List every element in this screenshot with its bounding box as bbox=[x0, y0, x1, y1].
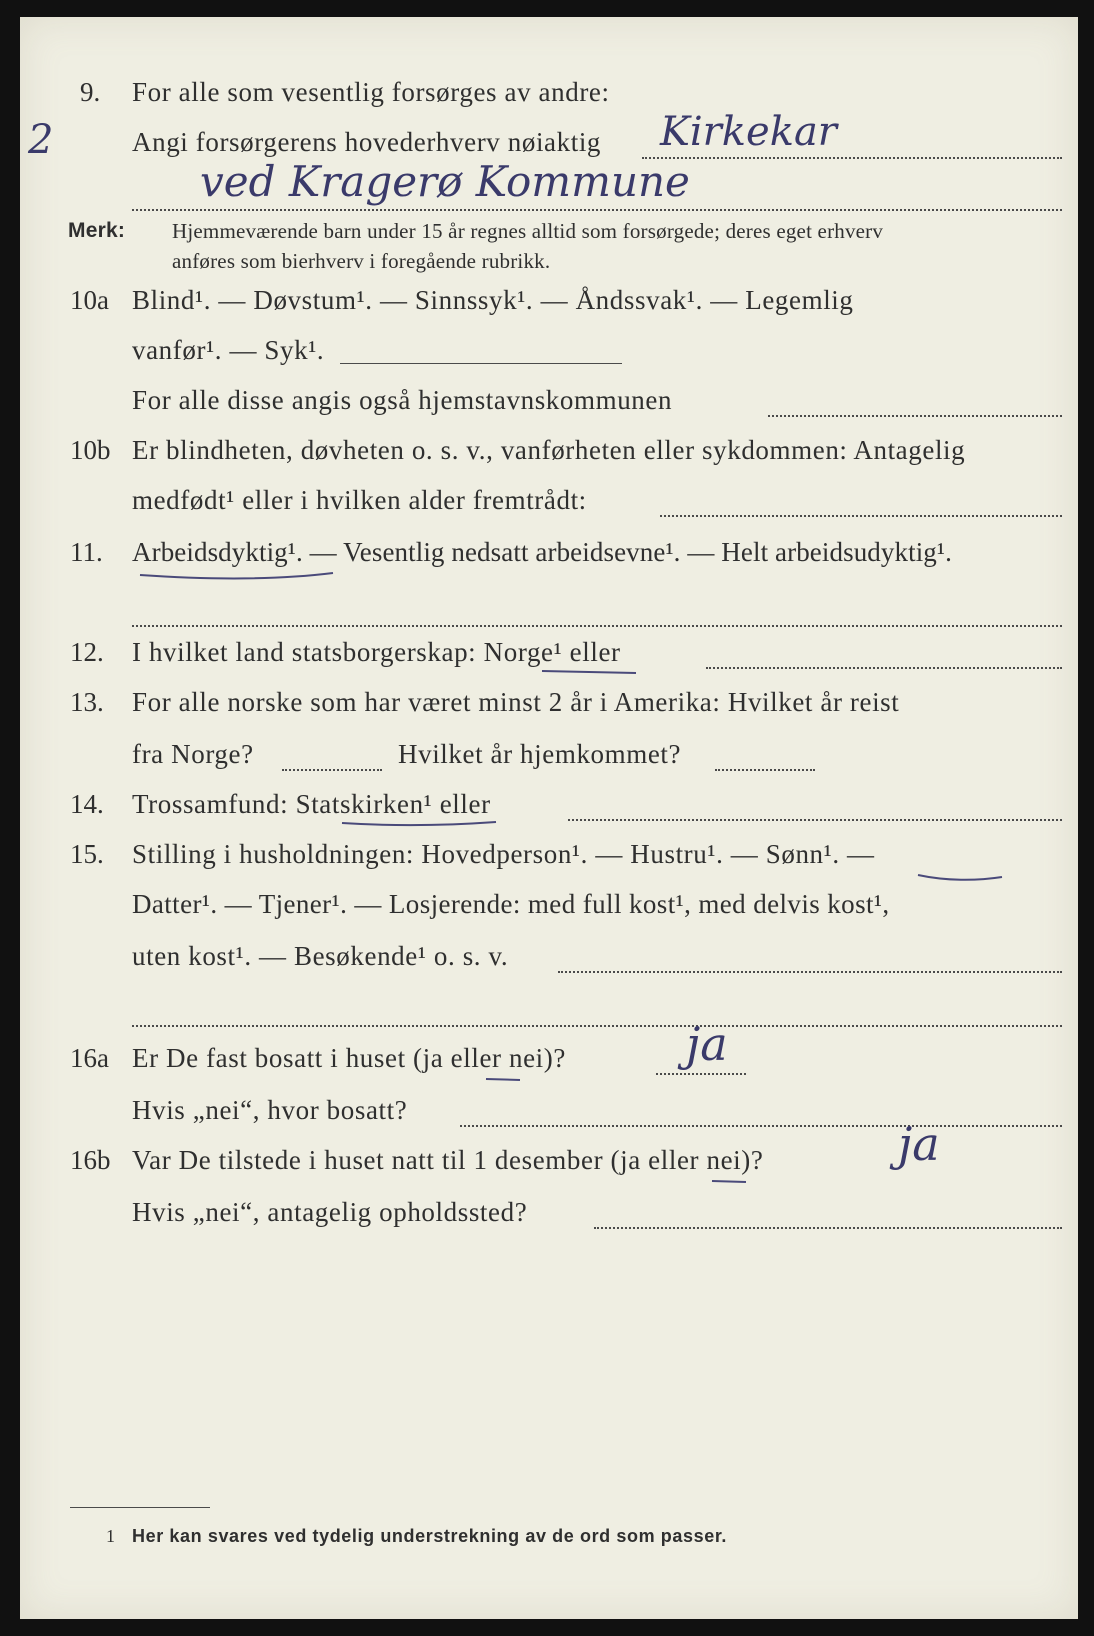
q11-number: 11. bbox=[70, 537, 103, 567]
q10b-number: 10b bbox=[70, 435, 111, 465]
q16b-line2: Hvis „nei“, antagelig opholdssted? bbox=[132, 1197, 528, 1227]
q12-underline-mark bbox=[540, 667, 640, 679]
q16a-answer-line1 bbox=[656, 1073, 746, 1075]
q15-answer-line2 bbox=[132, 1025, 1062, 1027]
merk-line2: anføres som bierhverv i foregående rubrikk. bbox=[172, 249, 551, 273]
footnote-text: Her kan svares ved tydelig understrekning av de ord som passer. bbox=[132, 1526, 728, 1546]
q13-line2-right: Hvilket år hjemkommet? bbox=[398, 739, 682, 769]
merk-line1: Hjemmeværende barn under 15 år regnes alltid som forsørgede; deres eget erhverv bbox=[172, 219, 884, 243]
margin-mark: 2 bbox=[28, 117, 54, 163]
q13-answer-line1 bbox=[282, 769, 382, 771]
q9-answer-line1 bbox=[642, 157, 1062, 159]
q16a-number: 16a bbox=[70, 1043, 109, 1073]
q15-line3: uten kost¹. — Besøkende¹ o. s. v. bbox=[132, 941, 509, 971]
q14-number: 14. bbox=[70, 789, 104, 819]
q15-line1: Stilling i husholdningen: Hovedperson¹. — Hustru¹. — Sønn¹. — bbox=[132, 839, 875, 869]
q16a-underline-mark bbox=[484, 1075, 524, 1085]
q9-answer-line2 bbox=[132, 209, 1062, 211]
q13-answer-line2 bbox=[715, 769, 815, 771]
q10b-line1: Er blindheten, døvheten o. s. v., vanførheten eller sykdommen: Antagelig bbox=[132, 435, 966, 465]
q16b-answer-line bbox=[594, 1227, 1062, 1229]
q9-handwritten-answer2: ved Kragerø Kommune bbox=[200, 157, 690, 206]
q16a-handwritten-answer: ja bbox=[686, 1017, 728, 1071]
q15-number: 15. bbox=[70, 839, 104, 869]
footnote-rule bbox=[70, 1507, 210, 1508]
q9-question-line2: Angi forsørgerens hovederhverv nøiaktig bbox=[132, 127, 602, 157]
q12-number: 12. bbox=[70, 637, 104, 667]
q11-line1: Arbeidsdyktig¹. — Vesentlig nedsatt arbeidsevne¹. — Helt arbeidsudyktig¹. bbox=[132, 537, 952, 567]
q16b-handwritten-answer: ja bbox=[898, 1117, 940, 1171]
q12-line1: I hvilket land statsborgerskap: Norge¹ eller bbox=[132, 637, 621, 667]
q10a-line3: For alle disse angis også hjemstavnskommunen bbox=[132, 385, 673, 415]
q16a-line1: Er De fast bosatt i huset (ja eller nei)? bbox=[132, 1043, 566, 1073]
q13-number: 13. bbox=[70, 687, 104, 717]
q10a-line2: vanfør¹. — Syk¹. bbox=[132, 335, 325, 365]
q14-line1: Trossamfund: Statskirken¹ eller bbox=[132, 789, 491, 819]
q15-answer-line1 bbox=[558, 971, 1062, 973]
q16b-underline-mark bbox=[710, 1177, 750, 1187]
merk-label: Merk: bbox=[68, 219, 126, 242]
q16b-number: 16b bbox=[70, 1145, 111, 1175]
q10b-answer-line bbox=[660, 515, 1062, 517]
q15-underline-mark bbox=[916, 871, 1006, 885]
q12-answer-line bbox=[706, 667, 1062, 669]
q14-answer-line bbox=[568, 819, 1062, 821]
q16b-line1: Var De tilstede i huset natt til 1 desember (ja eller nei)? bbox=[132, 1145, 764, 1175]
q9-question-line1: For alle som vesentlig forsørges av andre: bbox=[132, 77, 610, 107]
q13-line1: For alle norske som har været minst 2 år i Amerika: Hvilket år reist bbox=[132, 687, 900, 717]
q11-answer-line bbox=[132, 625, 1062, 627]
census-form-page bbox=[20, 17, 1078, 1619]
q14-underline-mark bbox=[340, 819, 500, 831]
q9-handwritten-answer1: Kirkekar bbox=[660, 109, 837, 155]
q10a-answer-line1 bbox=[340, 363, 622, 364]
q13-line2-left: fra Norge? bbox=[132, 739, 254, 769]
q16a-line2: Hvis „nei“, hvor bosatt? bbox=[132, 1095, 408, 1125]
q16a-answer-line2 bbox=[460, 1125, 1062, 1127]
q11-underline-mark bbox=[138, 569, 338, 587]
q10a-number: 10a bbox=[70, 285, 109, 315]
footnote-marker: 1 bbox=[106, 1526, 116, 1546]
q10a-line1: Blind¹. — Døvstum¹. — Sinnssyk¹. — Åndssvak¹. — Legemlig bbox=[132, 285, 854, 315]
q10a-answer-line2 bbox=[768, 415, 1062, 417]
q10b-line2: medfødt¹ eller i hvilken alder fremtrådt: bbox=[132, 485, 587, 515]
q15-line2: Datter¹. — Tjener¹. — Losjerende: med full kost¹, med delvis kost¹, bbox=[132, 889, 890, 919]
q9-number: 9. bbox=[80, 77, 101, 107]
